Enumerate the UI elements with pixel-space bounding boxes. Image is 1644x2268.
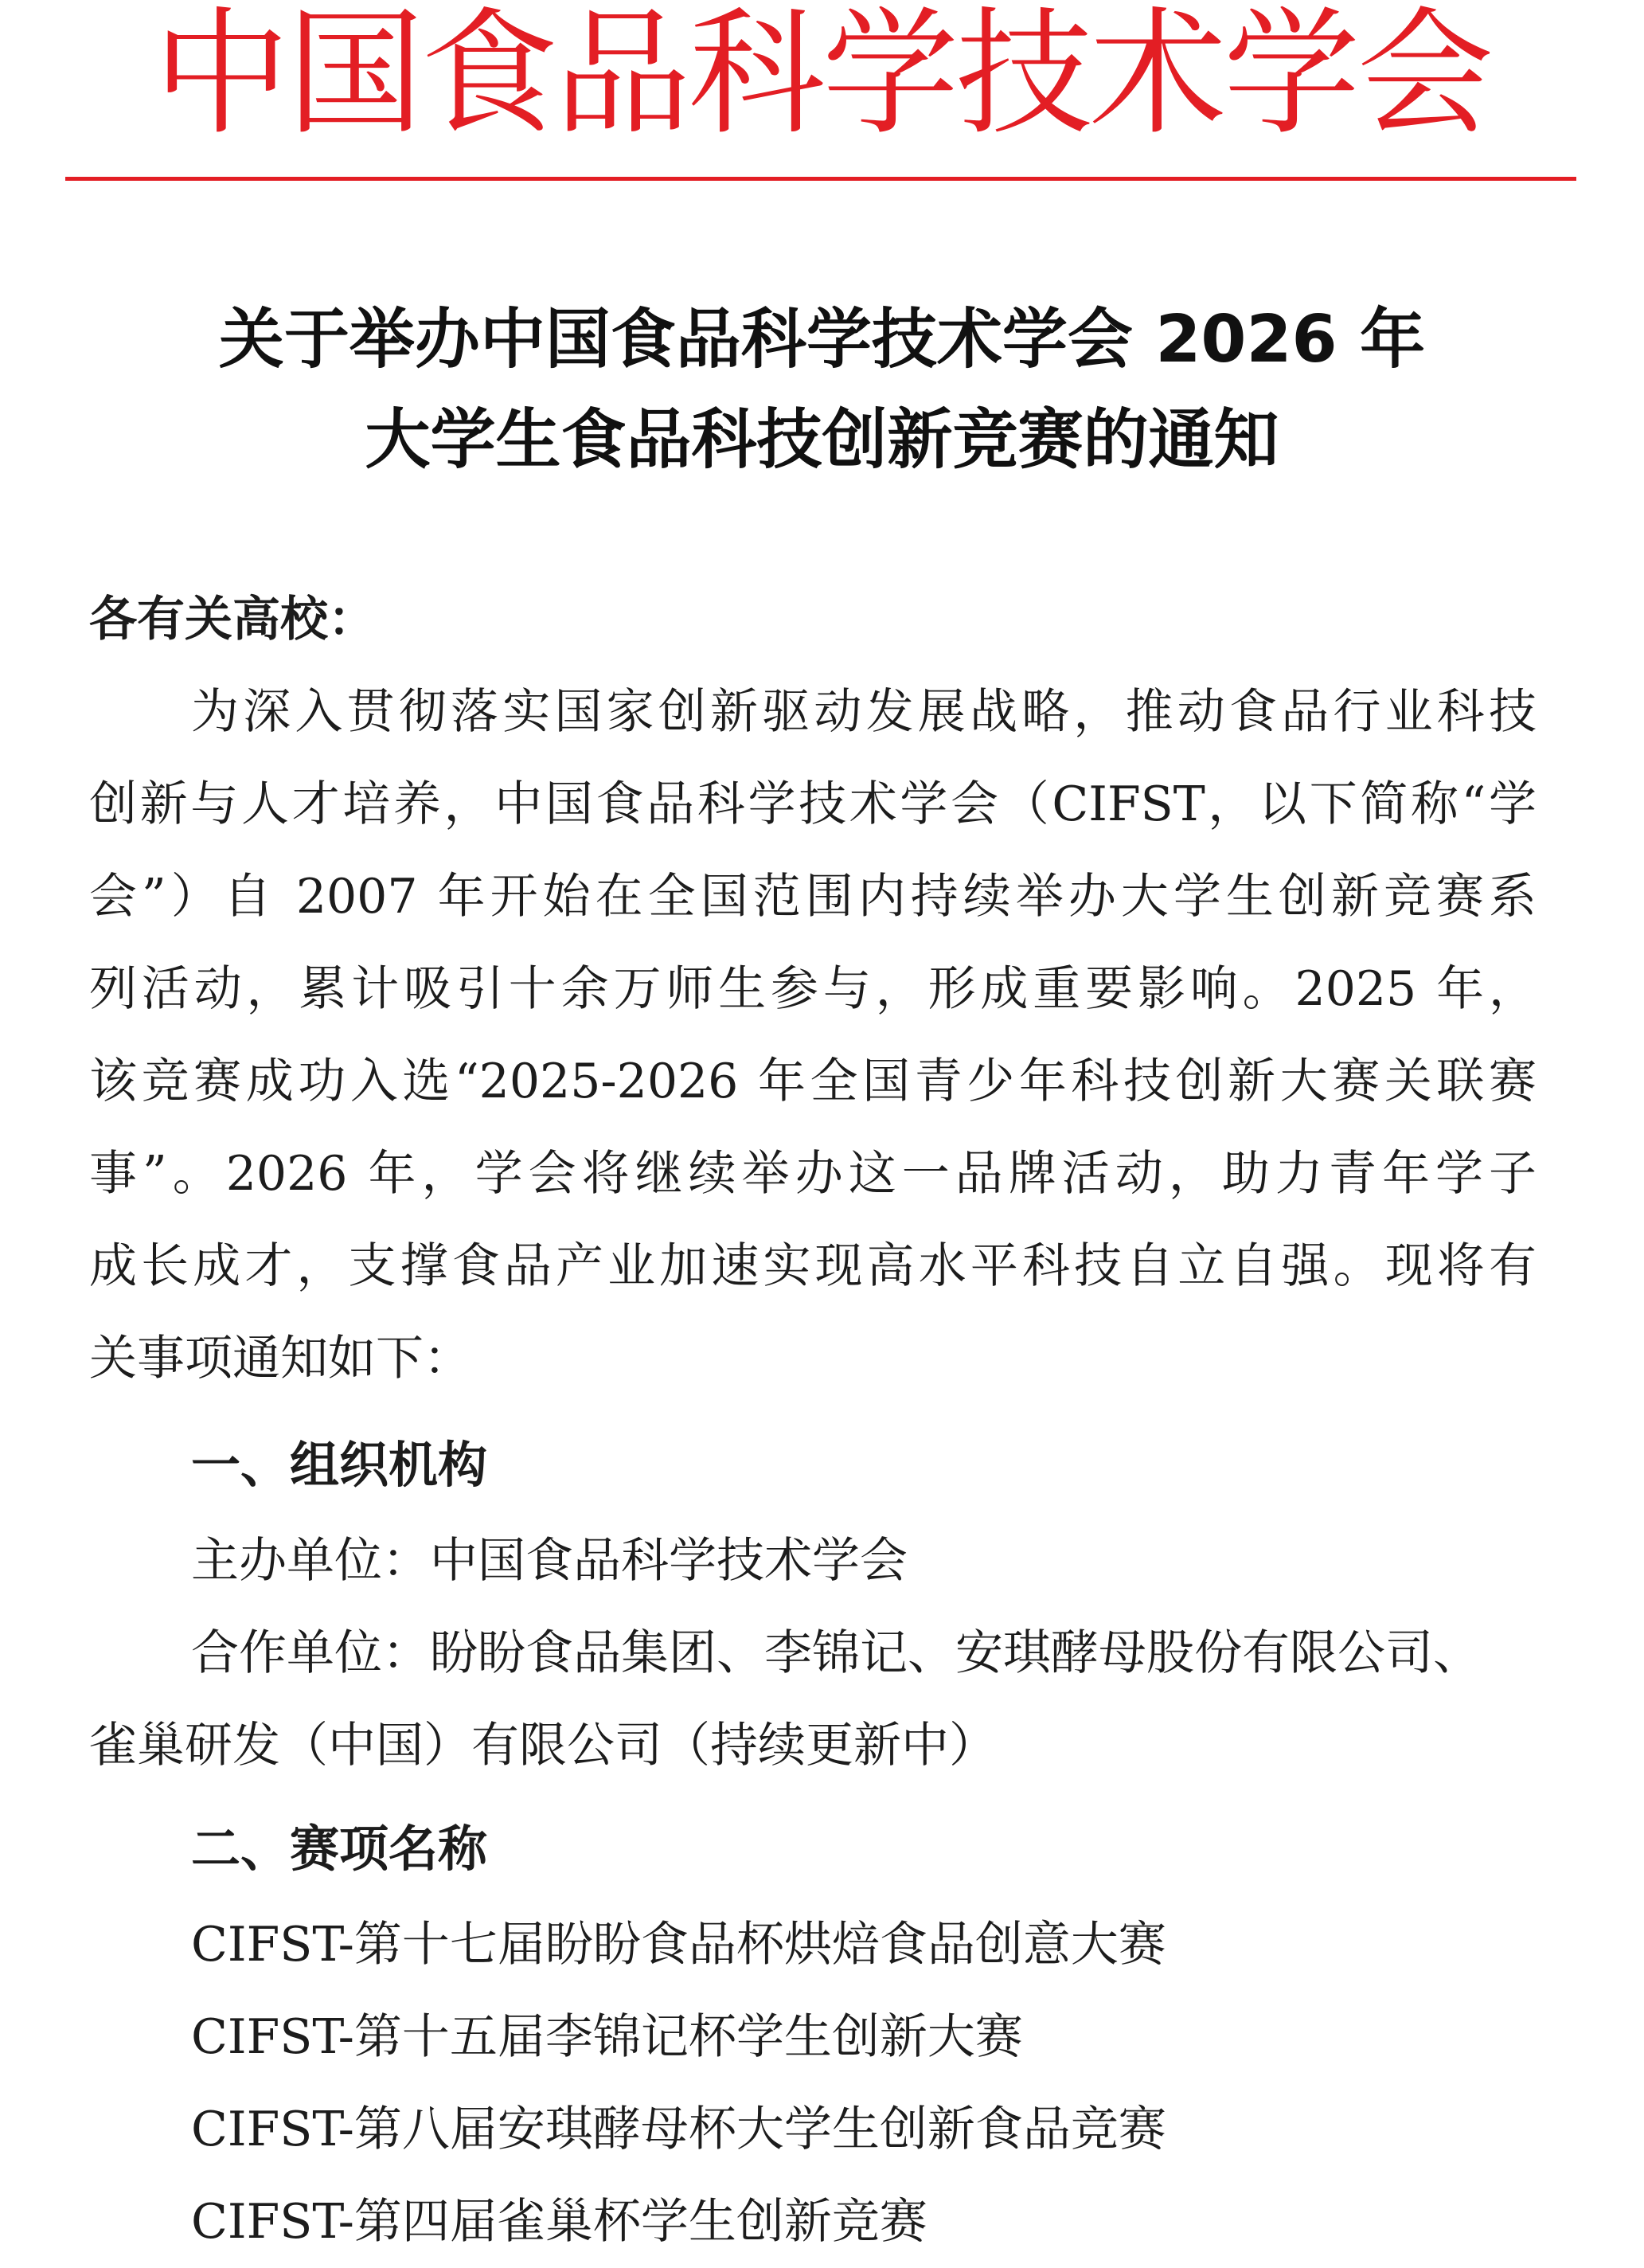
competition-item: CIFST-第十五届李锦记杯学生创新大赛 xyxy=(191,2009,1023,2065)
partners-line-continued: 雀巢研发（中国）有限公司（持续更新中） xyxy=(89,1718,997,1773)
intro-paragraph-line: 成长成才，支撑食品产业加速实现高水平科技自立自强。现将有 xyxy=(89,1238,1537,1294)
letterhead-org-name: 中国食品科学技术学会 xyxy=(153,0,1491,154)
intro-paragraph-line: 创新与人才培养，中国食品科学技术学会（CIFST，以下简称“学 xyxy=(89,776,1537,832)
document-title-line-1: 关于举办中国食品科学技术学会 2026 年 xyxy=(218,302,1426,377)
intro-paragraph-line: 关事项通知如下： xyxy=(89,1331,471,1386)
section-heading-competitions: 二、赛项名称 xyxy=(191,1820,488,1878)
intro-paragraph-line: 事”。2026 年，学会将继续举办这一品牌活动，助力青年学子 xyxy=(89,1146,1537,1202)
host-organizer-line: 主办单位：中国食品科学技术学会 xyxy=(191,1533,908,1589)
partners-line: 合作单位：盼盼食品集团、李锦记、安琪酵母股份有限公司、 xyxy=(191,1625,1481,1681)
intro-paragraph-line: 列活动，累计吸引十余万师生参与，形成重要影响。2025 年， xyxy=(89,961,1537,1017)
competition-item: CIFST-第十七届盼盼食品杯烘焙食品创意大赛 xyxy=(191,1917,1166,1973)
letterhead-divider xyxy=(65,177,1576,181)
competition-item: CIFST-第四届雀巢杯学生创新竞赛 xyxy=(191,2194,927,2250)
intro-paragraph-line: 为深入贯彻落实国家创新驱动发展战略，推动食品行业科技 xyxy=(191,684,1537,740)
intro-paragraph-line: 会”）自 2007 年开始在全国范围内持续举办大学生创新竞赛系 xyxy=(89,869,1537,925)
document-title-line-2: 大学生食品科技创新竞赛的通知 xyxy=(365,402,1279,478)
competition-item: CIFST-第八届安琪酵母杯大学生创新食品竞赛 xyxy=(191,2102,1166,2157)
section-heading-organization: 一、组织机构 xyxy=(191,1436,488,1494)
intro-paragraph-line: 该竞赛成功入选“2025-2026 年全国青少年科技创新大赛关联赛 xyxy=(89,1054,1537,1109)
salutation: 各有关高校： xyxy=(89,592,376,647)
